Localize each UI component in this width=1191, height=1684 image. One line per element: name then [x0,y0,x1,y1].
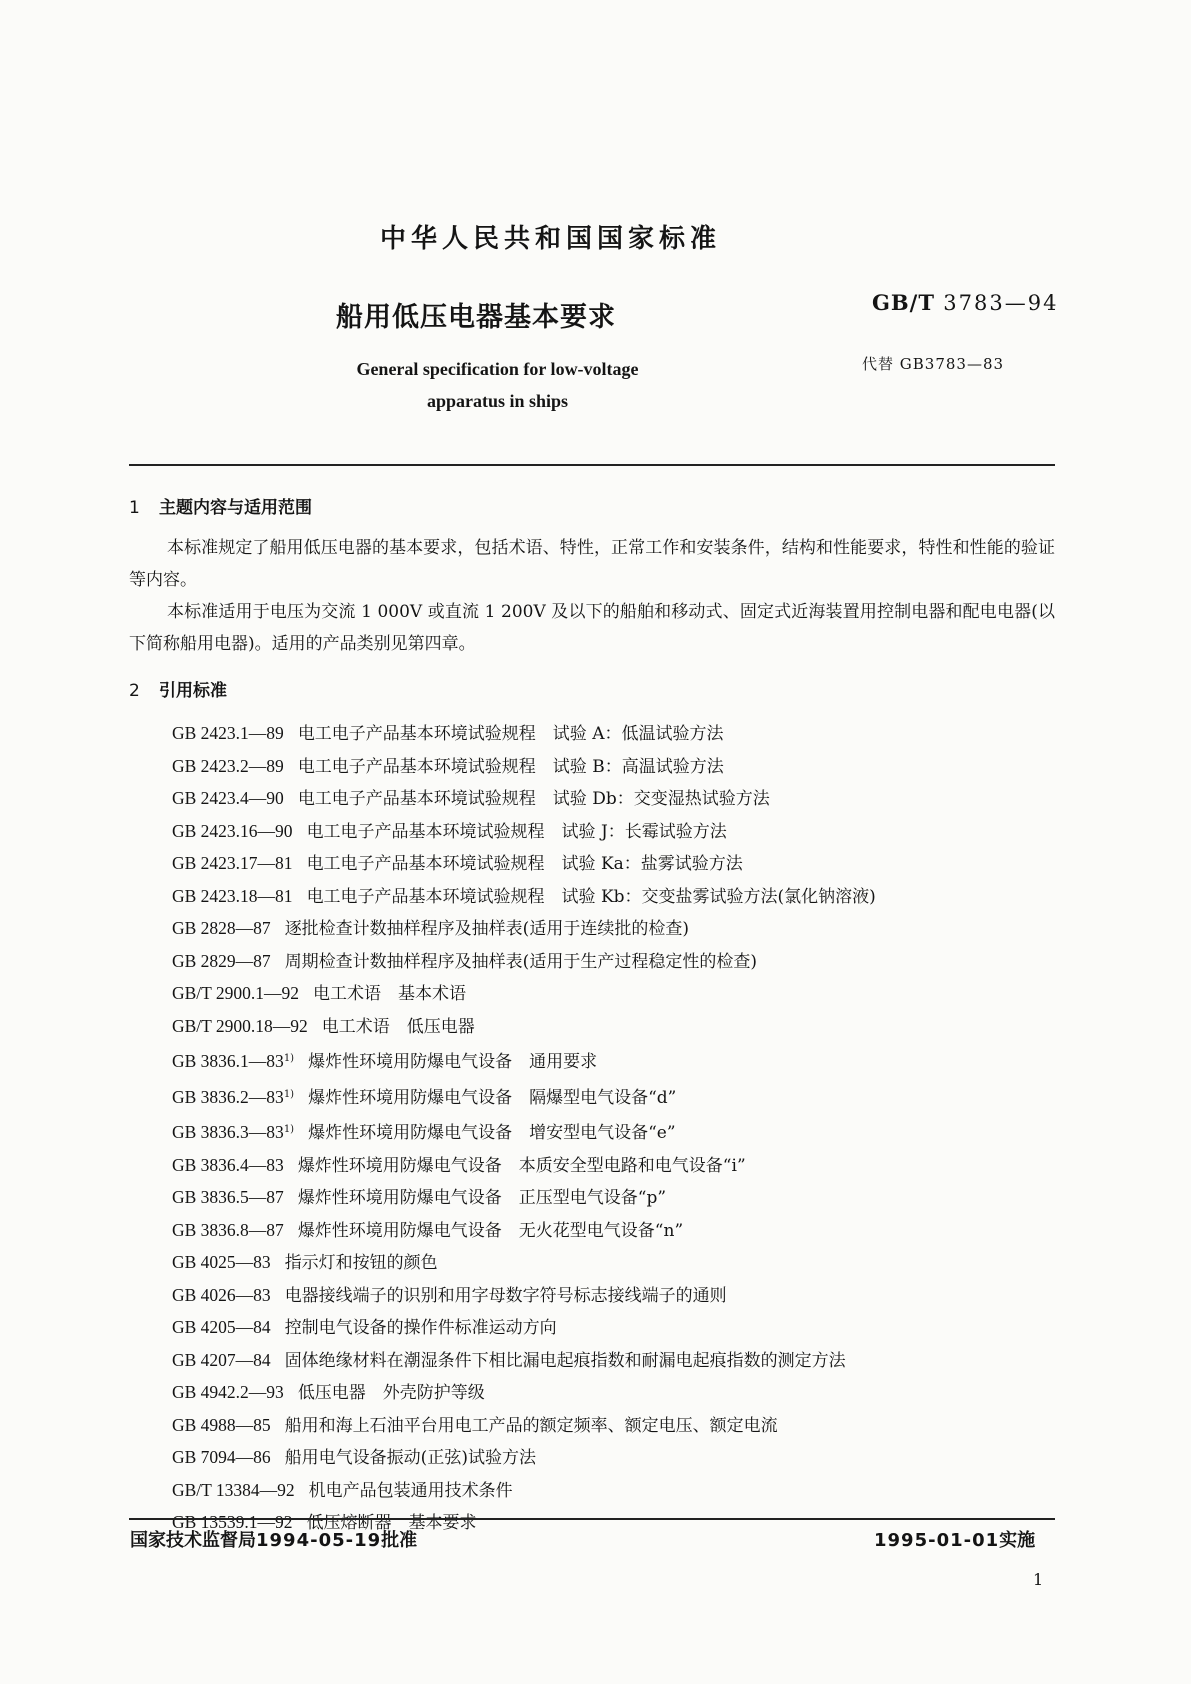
section-1-body [129,532,1055,660]
reference-code: GB 2423.16—90 [172,820,293,841]
reference-code: GB 3836.4—83 [172,1154,284,1175]
reference-code: GB 13539.1—92 [172,1512,293,1532]
reference-item [172,881,876,914]
reference-item [172,1280,876,1313]
reference-item [172,1182,876,1215]
reference-title: 指示灯和按钮的颜色 [284,1253,438,1273]
reference-code: GB 4026—83 [172,1284,271,1305]
english-title-line-1: General specification for low-voltage [356,359,639,379]
reference-code: GB 3836.8—87 [172,1219,284,1240]
reference-item [172,1114,876,1150]
reference-item [172,978,876,1011]
reference-title: 电工电子产品基本环境试验规程 试验 Db：交变湿热试验方法 [297,789,770,809]
reference-item [172,1011,876,1044]
reference-title: 爆炸性环境用防爆电气设备 通用要求 [308,1052,598,1072]
reference-title: 低压电器 外壳防护等级 [297,1383,485,1403]
reference-title: 电工电子产品基本环境试验规程 试验 B：高温试验方法 [297,756,724,777]
reference-code: GB 2423.2—89 [172,755,284,776]
reference-code: GB 4988—85 [172,1414,271,1435]
reference-title: 电工电子产品基本环境试验规程 试验 A：低温试验方法 [297,724,724,744]
reference-title: 电工电子产品基本环境试验规程 试验 J：长霉试验方法 [306,821,727,842]
reference-item [172,1345,876,1378]
reference-code: GB 2423.4—90 [172,788,284,808]
reference-title: 控制电气设备的操作件标准运动方向 [284,1318,557,1338]
reference-item [172,946,876,979]
reference-code: GB 7094—86 [172,1447,271,1467]
approval-org: 国家技术监督局 [130,1530,256,1551]
reference-code: GB 4207—84 [172,1349,271,1370]
reference-item [172,783,876,816]
reference-code: GB 2423.18—81 [172,885,293,906]
reference-title: 电工术语 低压电器 [321,1016,475,1037]
reference-title: 电器接线端子的识别和用字母数字符号标志接线端子的通则 [284,1285,727,1306]
reference-item [172,1215,876,1248]
reference-item [172,1247,876,1280]
footer-divider [129,1518,1055,1520]
section-2-number: 2 [129,681,140,701]
reference-title: 电工电子产品基本环境试验规程 试验 Kb：交变盐雾试验方法(氯化钠溶液) [306,886,876,907]
reference-item [172,1442,876,1475]
reference-item [172,751,876,784]
section-2-heading [129,676,227,701]
approval-date: 1994-05-19 [256,1530,382,1551]
reference-title: 爆炸性环境用防爆电气设备 增安型电气设备“e” [308,1123,676,1143]
reference-item [172,1312,876,1345]
reference-code: GB 4942.2—93 [172,1382,284,1402]
reference-title: 爆炸性环境用防爆电气设备 隔爆型电气设备“d” [308,1087,677,1108]
effective-suffix: 实施 [999,1530,1036,1551]
reference-code: GB 2423.17—81 [172,853,293,873]
section-2-title: 引用标准 [159,681,227,701]
document-title: 船用低压电器基本要求 [336,302,616,333]
approval-line [130,1526,417,1552]
reference-title: 机电产品包装通用技术条件 [308,1480,513,1501]
reference-code: GB 3836.3—83 [172,1122,284,1142]
reference-item [172,1079,876,1115]
reference-item [172,913,876,946]
english-title-line-2: apparatus in ships [426,391,569,411]
section-1-number: 1 [129,498,140,518]
reference-title: 固体绝缘材料在潮湿条件下相比漏电起痕指数和耐漏电起痕指数的测定方法 [284,1350,846,1371]
reference-title: 爆炸性环境用防爆电气设备 无火花型电气设备“n” [297,1220,684,1241]
standard-number-prefix: GB/T [872,290,935,315]
reference-code: GB 3836.5—87 [172,1187,284,1207]
standard-number [872,290,1058,315]
reference-code: GB/T 2900.18—92 [172,1015,308,1036]
reference-item [172,718,876,751]
section-1-paragraph: 本标准适用于电压为交流 1 000V 或直流 1 200V 及以下的船舶和移动式、固定式近海装置用控制电器和配电电器(以下简称船用电器)。适用的产品类别见第四章。 [129,602,1055,654]
reference-code: GB 3836.1—83 [172,1051,284,1071]
reference-title: 爆炸性环境用防爆电气设备 本质安全型电路和电气设备“i” [297,1155,746,1176]
section-1-paragraph: 本标准规定了船用低压电器的基本要求，包括术语、特性，正常工作和安装条件，结构和性能要求，特性和性能的验证等内容。 [129,538,1055,590]
reference-code: GB 4025—83 [172,1252,271,1272]
reference-title: 电工术语 基本术语 [313,984,467,1004]
reference-title: 低压熔断器 基本要求 [306,1513,477,1533]
header-divider [129,464,1055,466]
reference-code: GB/T 2900.1—92 [172,983,300,1003]
reference-code: GB 2828—87 [172,918,271,938]
reference-title: 船用电气设备振动(正弦)试验方法 [284,1448,536,1468]
effective-date: 1995-01-01 [874,1530,1000,1551]
section-1-heading [129,493,312,518]
reference-code: GB 2423.1—89 [172,723,284,743]
reference-item [172,816,876,849]
reference-item [172,848,876,881]
page-number: 1 [1033,1570,1044,1589]
section-1-title: 主题内容与适用范围 [159,498,312,518]
replaces-note: 代替 GB3783—83 [862,355,1005,373]
reference-footnote-mark: 1) [283,1053,295,1064]
national-standard-heading: 中华人民共和国国家标准 [379,224,721,254]
reference-footnote-mark: 1) [283,1088,295,1100]
normative-references-list [172,718,876,1540]
reference-item [172,1150,876,1183]
standard-number-value: 3783—94 [943,291,1059,315]
reference-title: 逐批检查计数抽样程序及抽样表(适用于连续批的检查) [284,919,689,939]
reference-code: GB 4205—84 [172,1317,271,1337]
reference-title: 电工电子产品基本环境试验规程 试验 Ka：盐雾试验方法 [306,854,743,874]
reference-title: 周期检查计数抽样程序及抽样表(适用于生产过程稳定性的检查) [284,951,757,972]
reference-title: 爆炸性环境用防爆电气设备 正压型电气设备“p” [297,1188,667,1208]
approval-suffix: 批准 [381,1530,418,1551]
reference-title: 船用和海上石油平台用电工产品的额定频率、额定电压、额定电流 [284,1415,778,1436]
reference-code: GB 3836.2—83 [172,1086,284,1107]
reference-item [172,1377,876,1410]
english-title [330,353,665,417]
reference-code: GB 2829—87 [172,950,271,971]
reference-footnote-mark: 1) [283,1124,295,1135]
reference-item [172,1043,876,1079]
effective-line [874,1526,1035,1552]
reference-item [172,1475,876,1508]
reference-item [172,1410,876,1443]
reference-code: GB/T 13384—92 [172,1479,295,1500]
